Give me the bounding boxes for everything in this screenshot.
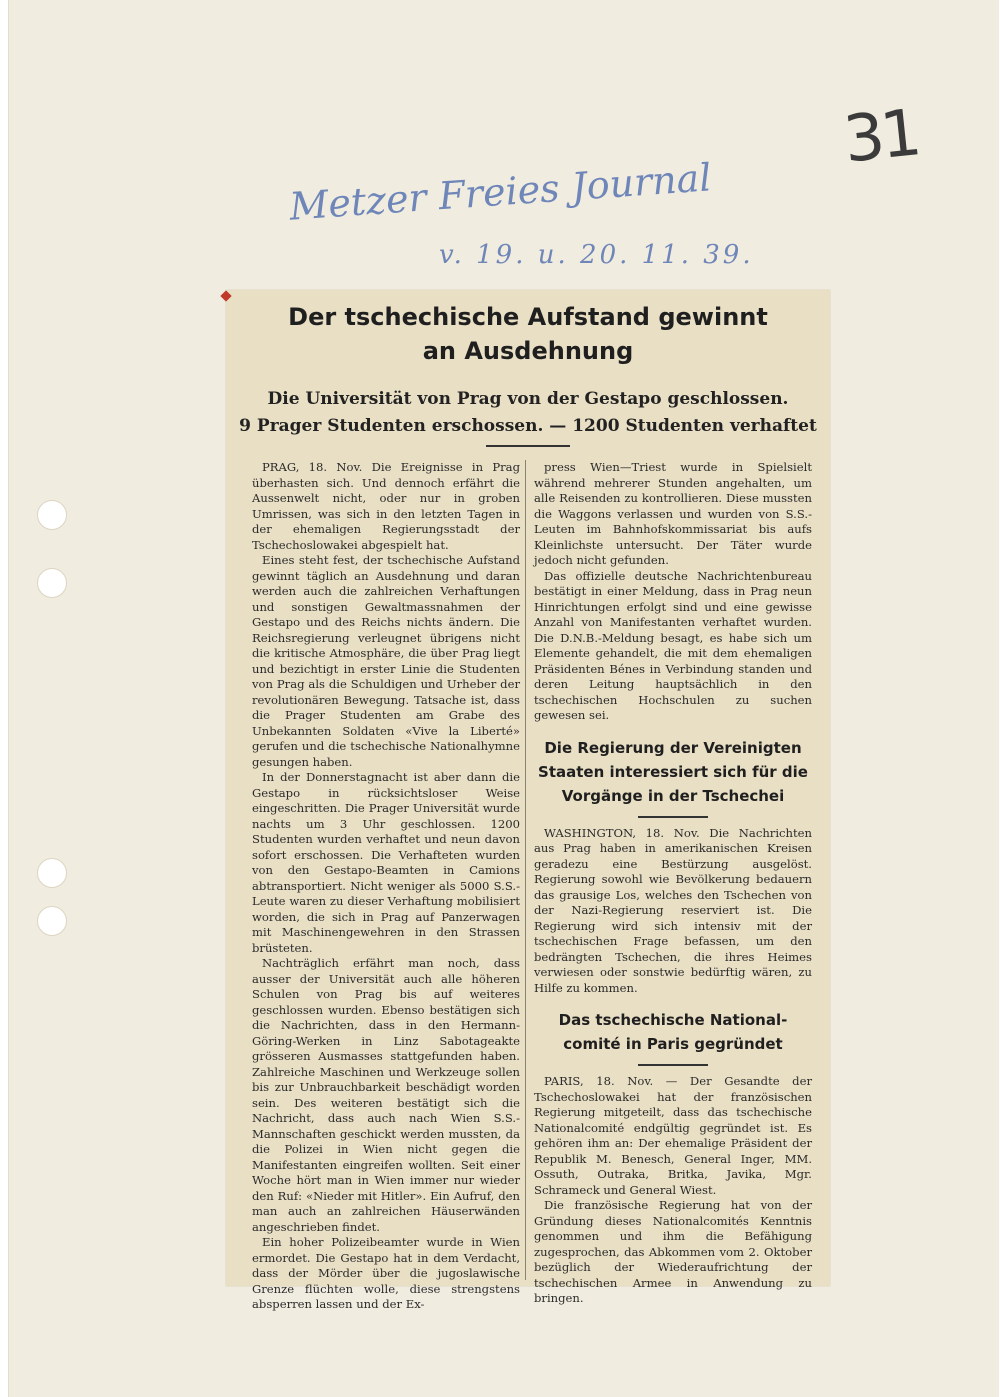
subheadline-line-2: 9 Prager Studenten erschossen. — 1200 Studenten verhaftet — [239, 416, 817, 436]
paragraph: press Wien—Triest wurde in Spielsielt während mehrerer Stunden angehalten, um alle Reisenden zu kontrollieren. Diese mussten die Waggons verlassen und wurden von S.S.-Leuten im Bahnhofskommissariat bis aufs Kleinlichste untersucht. Der Täter wurde jedoch nicht gefunden. — [534, 460, 812, 567]
section-heading-line: comité in Paris gegründet — [563, 1035, 783, 1053]
paragraph: In der Donnerstagnacht ist aber dann die Gestapo in rücksichtsloser Weise eingeschritten. Die Prager Universität wurde nachts um 3 Uhr geschlossen. 1200 Studenten wurden verhaftet und neun davon sofort erschossen. Die Verhafteten wurden von den Gestapo-Beamten in Camions abtransportiert. Nicht weniger als 5000 S.S.-Leute waren zu dieser Verhaftung mobilisiert worden, die sich in Prag auf Panzerwagen mit Maschinengewehren in den Strassen brüsteten. — [252, 770, 520, 955]
paragraph: Die französische Regierung hat von der Gründung dieses Nationalcomités Kenntnis genommen und ihm die Befähigung zugesprochen, das Abkommen vom 2. Oktober bezüglich der Wiederaufrichtung der tschechischen Armee in Anwendung zu bringen. — [534, 1198, 812, 1305]
punch-hole-4 — [37, 906, 67, 936]
paragraph: WASHINGTON, 18. Nov. Die Nachrichten aus Prag haben in amerikanischen Kreisen geradezu eine Bestürzung ausgelöst. Regierung sowohl wie Bevölkerung bedauern das grausige Los, welches den Tschechen von der Nazi-Regierung reserviert ist. Die Regierung wird sich intensiv mit der tschechischen Frage befassen, um den bedrängten Tschechen, die ihres Heimes verwiesen oder sonstwie bedürftig wären, zu Hilfe zu kommen. — [534, 825, 812, 995]
paragraph: PRAG, 18. Nov. Die Ereignisse in Prag überhasten sich. Und dennoch erfährt die Aussenwelt nicht, oder nur in groben Umrissen, was sich in den letzten Tagen in der ehemaligen Regierungsstadt der Tschechoslowakei abgespielt hat. — [252, 460, 520, 552]
headline — [226, 300, 830, 368]
subheadline-line-1: Die Universität von Prag von der Gestapo geschlossen. — [267, 389, 789, 409]
punch-hole-2 — [37, 568, 67, 598]
section-heading-line: Die Regierung der Vereinigten — [544, 738, 802, 757]
headline-line-2: an Ausdehnung — [422, 337, 634, 365]
section-rule — [638, 816, 708, 818]
handwritten-date: v. 19. u. 20. 11. 39. — [439, 240, 754, 270]
paragraph: PARIS, 18. Nov. — Der Gesandte der Tschechoslowakei hat der französischen Regierung mitgeteilt, dass das tschechische Nationalcomité endgültig gegründet ist. Es gehören ihm an: Der ehemalige Präsident der Republik M. Benesch, General Inger, MM. Ossuth, Outraka, Britka, Javika, Mgr. Schrameck und General Wiest. — [534, 1074, 812, 1197]
paragraph: Ein hoher Polizeibeamter wurde in Wien ermordet. Die Gestapo hat in dem Verdacht, dass der Mörder über die jugoslawische Grenze flüchten wolle, diese strengstens absperren lassen und der Ex- — [252, 1235, 520, 1311]
subheadline — [226, 386, 830, 440]
punch-hole-1 — [37, 500, 67, 530]
left-column — [252, 460, 520, 1313]
punch-hole-3 — [37, 858, 67, 888]
section-heading-paris — [534, 1008, 812, 1056]
headline-line-1: Der tschechische Aufstand gewinnt — [288, 303, 768, 331]
section-rule — [638, 1064, 708, 1066]
headline-rule — [486, 445, 570, 447]
section-heading-line: Das tschechische National- — [558, 1011, 788, 1029]
paragraph: Nachträglich erfährt man noch, dass ausser der Universität auch alle höheren Schulen von Prag bis auf weiteres geschlossen wurden. Ebenso bestätigen sich die Nachrichten, dass in den Hermann-Göring-Werken in Linz Sabotageakte grösseren Ausmasses stattgefunden haben. Zahlreiche Maschinen und Werkzeuge sollen bis zur Unbrauchbarkeit beschädigt worden sein. Des weiteren bestätigt sich die Nachricht, dass auch nach Wien S.S.-Mannschaften geschickt werden mussten, da die Polizei in Wien nicht gegen die Manifestanten eingreifen wollten. Seit einer Woche hört man in Wien immer nur wieder den Ruf: «Nieder mit Hitler». Ein Aufruf, den man auch an zahlreichen Häuserwänden angeschrieben findet. — [252, 956, 520, 1234]
paragraph: Eines steht fest, der tschechische Aufstand gewinnt täglich an Ausdehnung und daran werden auch die zahlreichen Verhaftungen und sonstigen Gewaltmassnahmen der Gestapo und des Reichs nichts ändern. Die Reichsregierung verleugnet übrigens nicht die kritische Atmosphäre, die über Prag liegt und bezichtigt in erster Linie die Studenten von Prag als die Schuldigen und Urheber der revolutionären Bewegung. Tatsache ist, dass die Prager Studenten am Grabe des Unbekannten Soldaten «Vive la Liberté» gerufen und die tschechische Nationalhymne gesungen haben. — [252, 553, 520, 769]
paragraph: Das offizielle deutsche Nachrichtenbureau bestätigt in einer Meldung, dass in Prag neun Hinrichtungen erfolgt sind und eine gewisse Anzahl von Manifestanten verhaftet wurden. Die D.N.B.-Meldung besagt, es habe sich um Elemente gehandelt, die mit dem ehemaligen Präsidenten Bénes in Verbindung standen und deren Leitung hauptsächlich in den tschechischen Hochschulen zu suchen gewesen sei. — [534, 568, 812, 722]
section-heading-line: Staaten interessiert sich für die — [538, 762, 808, 781]
section-heading-usa — [534, 736, 812, 808]
right-column — [534, 460, 812, 1307]
section-heading-line: Vorgänge in der Tschechei — [561, 786, 785, 805]
handwritten-source: Metzer Freies Journal — [287, 155, 713, 229]
handwritten-page-number: 31 — [839, 96, 921, 178]
column-divider — [525, 460, 526, 1280]
newspaper-clipping — [226, 290, 830, 1311]
